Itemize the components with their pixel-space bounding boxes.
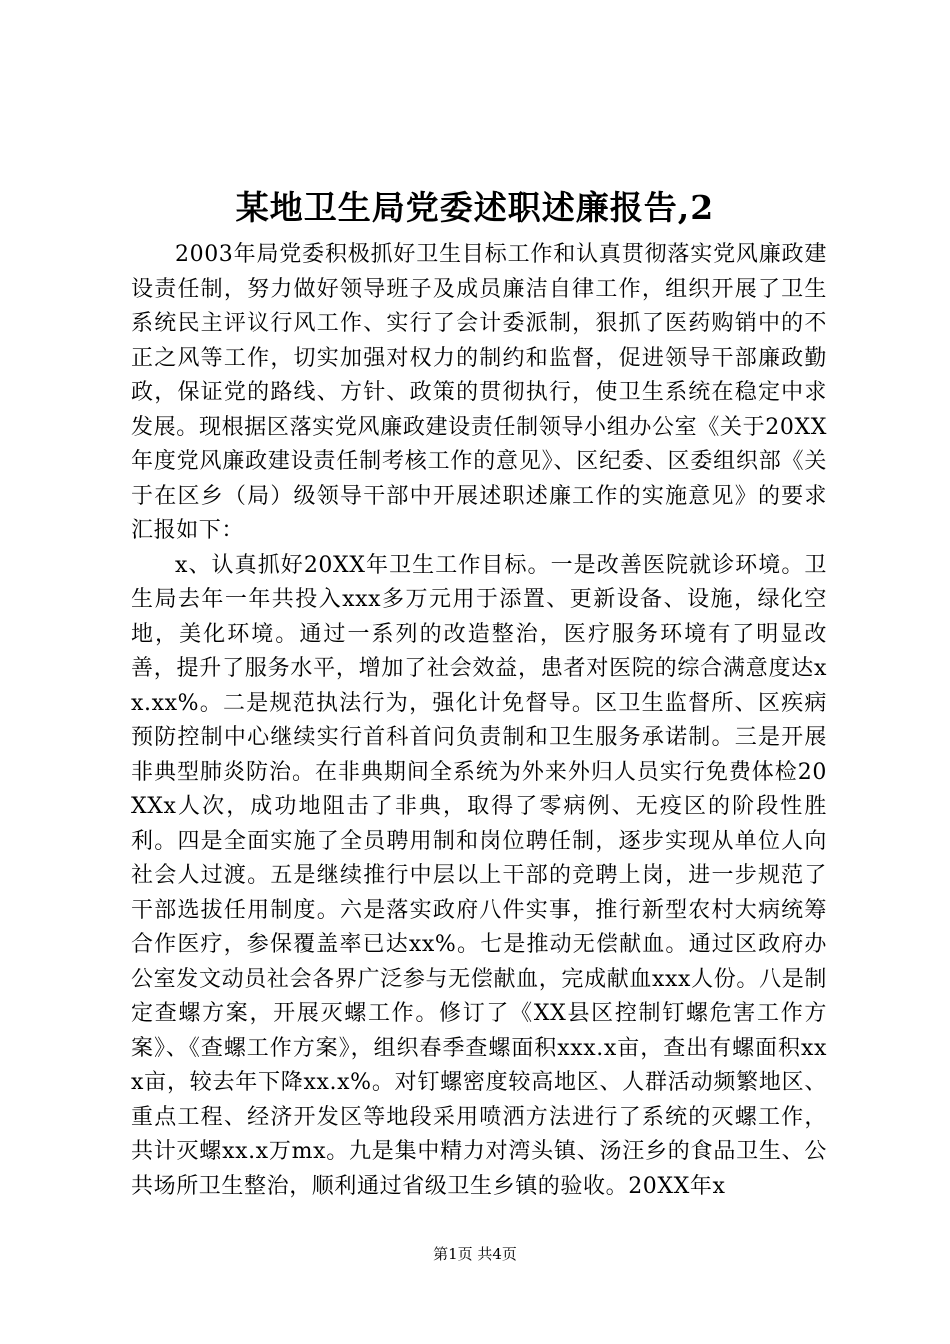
paragraph-intro: 2003年局党委积极抓好卫生目标工作和认真贯彻落实党风廉政建设责任制，努力做好领导班子及成员廉洁自律工作，组织开展了卫生系统民主评议行风工作、实行了会计委派制，狠抓了医药购销中的不正之风等工作，切实加强对权力的制约和监督，促进领导干部廉政勤政，保证党的路线、方针、政策的贯彻执行，使卫生系统在稳定中求发展。现根据区落实党风廉政建设责任制领导小组办公室《关于20XX年度党风廉政建设责任制考核工作的意见》、区纪委、区委组织部《关于在区乡（局）级领导干部中开展述职述廉工作的实施意见》的要求汇报如下：: [131, 242, 827, 543]
page-footer: 第1页 共4页: [433, 1245, 517, 1263]
document-title: 某地卫生局党委述职述廉报告,2: [235, 188, 715, 227]
document-body: [131, 238, 827, 1204]
paragraph-work-goals: x、认真抓好20XX年卫生工作目标。一是改善医院就诊环境。卫生局去年一年共投入xxx多万元用于添置、更新设备、设施，绿化空地，美化环境。通过一系列的改造整治，医疗服务环境有了明显改善，提升了服务水平，增加了社会效益，患者对医院的综合满意度达xx.xx%。二是规范执法行为，强化计免督导。区卫生监督所、区疾病预防控制中心继续实行首科首问负责制和卫生服务承诺制。三是开展非典型肺炎防治。在非典期间全系统为外来外归人员实行免费体检20XXx人次，成功地阻击了非典，取得了零病例、无疫区的阶段性胜利。四是全面实施了全员聘用制和岗位聘任制，逐步实现从单位人向社会人过渡。五是继续推行中层以上干部的竞聘上岗，进一步规范了干部选拔任用制度。六是落实政府八件实事，推行新型农村大病统筹合作医疗，参保覆盖率已达xx%。七是推动无偿献血。通过区政府办公室发文动员社会各界广泛参与无偿献血，完成献血xxx人份。八是制定查螺方案，开展灭螺工作。修订了《XX县区控制钉螺危害工作方案》、《查螺工作方案》，组织春季查螺面积xxx.x亩，查出有螺面积xxx亩，较去年下降xx.x%。对钉螺密度较高地区、人群活动频繁地区、重点工程、经济开发区等地段采用喷洒方法进行了系统的灭螺工作，共计灭螺xx.x万mx。九是集中精力对湾头镇、汤汪乡的食品卫生、公共场所卫生整治，顺利通过省级卫生乡镇的验收。20XX年x: [131, 552, 827, 1199]
